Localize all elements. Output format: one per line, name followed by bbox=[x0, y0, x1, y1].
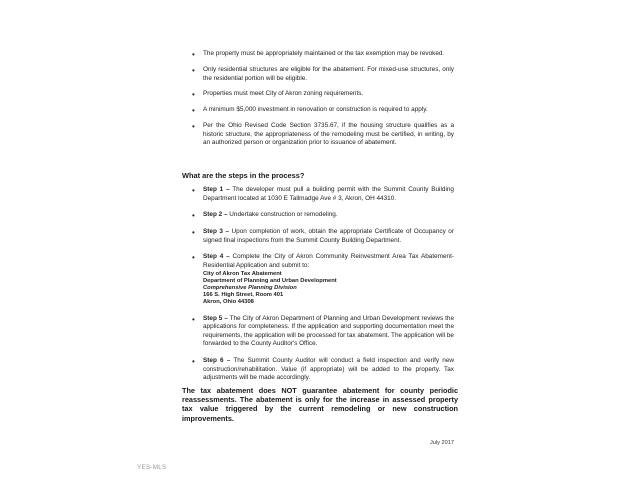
mailing-address bbox=[203, 271, 454, 307]
step-item bbox=[192, 253, 454, 306]
bullet-icon: • bbox=[192, 228, 195, 238]
bullet-icon: • bbox=[192, 253, 195, 263]
bullet-icon: • bbox=[192, 106, 195, 116]
bullet-icon: • bbox=[192, 50, 195, 59]
watermark: YES-MLS bbox=[137, 464, 167, 471]
list-item bbox=[192, 90, 454, 99]
bullet-icon: • bbox=[192, 66, 195, 75]
bullet-icon: • bbox=[192, 211, 195, 221]
step-label: Step 3 – bbox=[203, 228, 230, 236]
step-text: The Summit County Auditor will conduct a field inspection and verify new construction/rehabilitation. Value (if appropriate) will be added to the property. Tax adjustments will be made accordingly. bbox=[203, 356, 454, 382]
bullet-icon: • bbox=[192, 356, 195, 366]
address-line: Comprehensive Planning Division bbox=[203, 284, 297, 291]
step-text: Undertake construction or remodeling. bbox=[229, 211, 338, 219]
list-item bbox=[192, 50, 454, 59]
step-item bbox=[192, 228, 454, 245]
address-line: Akron, Ohio 44308 bbox=[203, 299, 254, 306]
steps-list bbox=[192, 186, 454, 391]
list-item bbox=[192, 122, 454, 148]
step-label: Step 6 – bbox=[203, 356, 231, 364]
list-item bbox=[192, 106, 454, 115]
document-date: July 2017 bbox=[430, 440, 454, 446]
step-label: Step 1 – bbox=[203, 186, 230, 193]
list-item-text: Properties must meet City of Akron zoning requirements. bbox=[203, 90, 364, 98]
disclaimer-note: The tax abatement does NOT guarantee abatement for county periodic reassessments. The abatement is only for the increase in assessed property tax value triggered by the current remodeling or new construction improvements. bbox=[182, 386, 458, 423]
list-item-text: Per the Ohio Revised Code Section 3735.67, if the housing structure qualifies as a historic structure, the appropriateness of the remodeling must be certified, in writing, by an authorized person or organization prior to issuance of abatement. bbox=[203, 122, 454, 147]
list-item-text: A minimum $5,000 investment in renovation or construction is required to apply. bbox=[203, 106, 428, 114]
bullet-icon: • bbox=[192, 90, 195, 100]
requirements-list bbox=[192, 50, 454, 155]
bullet-icon: • bbox=[192, 314, 195, 324]
list-item-text: The property must be appropriately maintained or the tax exemption may be revoked. bbox=[203, 50, 445, 57]
step-label: Step 2 – bbox=[203, 211, 228, 219]
address-line: 166 S. High Street, Room 401 bbox=[203, 292, 284, 299]
step-item bbox=[192, 315, 454, 349]
step-text: Upon completion of work, obtain the appropriate Certificate of Occupancy or signed final inspections from the Summit County Building Department. bbox=[203, 228, 454, 244]
step-text: Complete the City of Akron Community Reinvestment Area Tax Abatement-Residential Application and submit to: bbox=[203, 253, 454, 269]
step-text: The developer must pull a building permit with the Summit County Building Department located at 1030 E Tallmadge Ave # 3, Akron, OH 44310. bbox=[203, 186, 454, 202]
address-line: Department of Planning and Urban Development bbox=[203, 277, 337, 284]
step-item bbox=[192, 211, 454, 220]
step-item bbox=[192, 357, 454, 383]
step-label: Step 5 – bbox=[203, 314, 228, 322]
list-item-text: Only residential structures are eligible for the abatement. For mixed-use structures, only the residential portion will be eligible. bbox=[203, 66, 454, 82]
address-line: City of Akron Tax Abatement bbox=[203, 270, 282, 277]
bullet-icon: • bbox=[192, 122, 195, 132]
bullet-icon: • bbox=[192, 186, 195, 195]
list-item bbox=[192, 66, 454, 83]
step-label: Step 4 – bbox=[203, 253, 230, 261]
steps-heading: What are the steps in the process? bbox=[182, 171, 305, 180]
step-item bbox=[192, 186, 454, 203]
step-text: The City of Akron Department of Planning and Urban Development reviews the applications for completeness. If the application and supporting documentation meet the requirements, the application will be processed for tax abatement. The application will be forwarded to the County Auditor's Office. bbox=[203, 314, 454, 348]
